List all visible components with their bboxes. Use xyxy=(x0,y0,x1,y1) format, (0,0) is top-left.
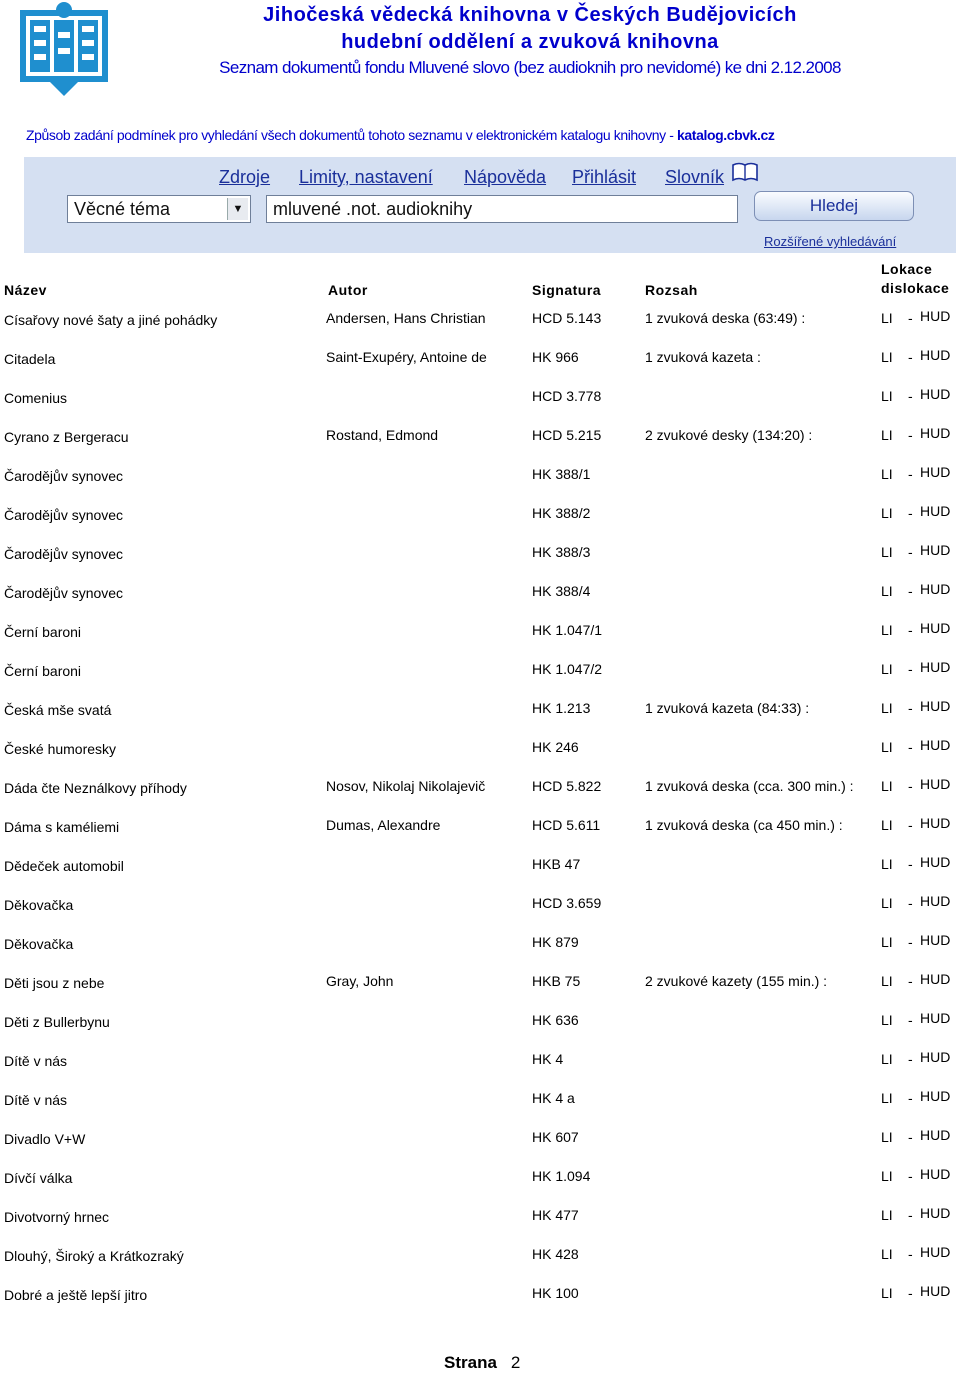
row-location: LI xyxy=(881,1051,893,1067)
row-author: Rostand, Edmond xyxy=(326,427,439,443)
row-separator: - xyxy=(908,973,913,989)
search-field-select[interactable] xyxy=(67,195,251,223)
row-signature: HK 477 xyxy=(532,1207,579,1223)
chevron-down-icon[interactable]: ▼ xyxy=(227,198,248,220)
row-title: Divadlo V+W xyxy=(4,1131,86,1147)
row-separator: - xyxy=(908,1051,913,1067)
row-dislocation: HUD xyxy=(920,386,951,402)
table-row xyxy=(0,380,960,419)
row-dislocation: HUD xyxy=(920,971,951,987)
row-dislocation: HUD xyxy=(920,1244,951,1260)
search-instructions xyxy=(26,127,775,143)
row-location: LI xyxy=(881,817,893,833)
row-location: LI xyxy=(881,622,893,638)
table-row xyxy=(0,1121,960,1160)
row-dislocation: HUD xyxy=(920,1010,951,1026)
row-dislocation: HUD xyxy=(920,1205,951,1221)
library-name: Jihočeská vědecká knihovna v Českých Budějovicích xyxy=(263,4,797,26)
row-separator: - xyxy=(908,1129,913,1145)
row-location: LI xyxy=(881,934,893,950)
row-location: LI xyxy=(881,1168,893,1184)
row-signature: HK 1.047/1 xyxy=(532,622,603,638)
nav-slovnik[interactable]: Slovník xyxy=(665,167,725,187)
row-separator: - xyxy=(908,895,913,911)
table-row xyxy=(0,1160,960,1199)
row-location: LI xyxy=(881,1285,893,1301)
row-title: Dáda čte Neználkovy příhody xyxy=(4,780,187,796)
row-separator: - xyxy=(908,1168,913,1184)
table-row xyxy=(0,536,960,575)
row-signature: HK 388/2 xyxy=(532,505,591,521)
row-author: Dumas, Alexandre xyxy=(326,817,441,833)
row-title: Dítě v nás xyxy=(4,1092,68,1108)
row-separator: - xyxy=(908,388,913,404)
row-location: LI xyxy=(881,505,893,521)
row-location: LI xyxy=(881,544,893,560)
row-title: Citadela xyxy=(4,351,56,367)
row-separator: - xyxy=(908,466,913,482)
row-location: LI xyxy=(881,310,893,326)
row-signature: HCD 3.659 xyxy=(532,895,602,911)
row-dislocation: HUD xyxy=(920,932,951,948)
header-location: Lokace xyxy=(881,261,933,277)
row-signature: HKB 47 xyxy=(532,856,581,872)
page-footer xyxy=(444,1353,520,1373)
row-title: Děti z Bullerbynu xyxy=(4,1014,110,1030)
row-separator: - xyxy=(908,739,913,755)
row-signature: HK 100 xyxy=(532,1285,579,1301)
row-location: LI xyxy=(881,427,893,443)
header-signature: Signatura xyxy=(532,282,602,298)
row-signature: HK 4 a xyxy=(532,1090,575,1106)
row-author: Saint-Exupéry, Antoine de xyxy=(326,349,487,365)
row-title: Dědeček automobil xyxy=(4,858,124,874)
table-row xyxy=(0,1082,960,1121)
row-location: LI xyxy=(881,1012,893,1028)
row-location: LI xyxy=(881,388,893,404)
row-dislocation: HUD xyxy=(920,893,951,909)
row-location: LI xyxy=(881,1207,893,1223)
row-dislocation: HUD xyxy=(920,776,951,792)
table-row xyxy=(0,575,960,614)
row-location: LI xyxy=(881,895,893,911)
row-signature: HK 1.094 xyxy=(532,1168,591,1184)
row-signature: HCD 5.215 xyxy=(532,427,602,443)
table-row xyxy=(0,1238,960,1277)
search-button[interactable]: Hledej xyxy=(754,191,914,221)
row-title: Čarodějův synovec xyxy=(4,546,124,562)
row-separator: - xyxy=(908,778,913,794)
page-number: 2 xyxy=(510,1353,521,1372)
catalog-search-panel xyxy=(24,157,956,253)
header-extent: Rozsah xyxy=(645,282,698,298)
row-signature: HK 428 xyxy=(532,1246,579,1262)
row-dislocation: HUD xyxy=(920,1088,951,1104)
table-row xyxy=(0,302,960,341)
table-row xyxy=(0,887,960,926)
row-dislocation: HUD xyxy=(920,464,951,480)
row-signature: HCD 5.822 xyxy=(532,778,602,794)
row-extent: 1 zvuková deska (cca. 300 min.) : xyxy=(645,778,854,794)
table-row xyxy=(0,770,960,809)
book-icon[interactable] xyxy=(732,162,758,182)
row-title: Černí baroni xyxy=(4,663,82,679)
row-extent: 2 zvukové kazety (155 min.) : xyxy=(645,973,828,989)
row-extent: 1 zvuková kazeta (84:33) : xyxy=(645,700,810,716)
row-signature: HK 607 xyxy=(532,1129,579,1145)
row-location: LI xyxy=(881,778,893,794)
nav-limity[interactable]: Limity, nastavení xyxy=(299,167,433,187)
table-row xyxy=(0,848,960,887)
row-signature: HK 388/4 xyxy=(532,583,591,599)
row-location: LI xyxy=(881,973,893,989)
row-separator: - xyxy=(908,427,913,443)
row-signature: HKB 75 xyxy=(532,973,581,989)
row-signature: HK 636 xyxy=(532,1012,579,1028)
row-extent: 1 zvuková kazeta : xyxy=(645,349,761,365)
row-location: LI xyxy=(881,1129,893,1145)
row-author: Nosov, Nikolaj Nikolajevič xyxy=(326,778,486,794)
row-dislocation: HUD xyxy=(920,737,951,753)
row-title: Dítě v nás xyxy=(4,1053,68,1069)
row-title: Dobré a ještě lepší jitro xyxy=(4,1287,148,1303)
row-dislocation: HUD xyxy=(920,1283,951,1299)
search-field-value: Věcné téma xyxy=(74,199,171,219)
row-title: Černí baroni xyxy=(4,624,82,640)
nav-napoveda[interactable]: Nápověda xyxy=(464,167,547,187)
row-extent: 1 zvuková deska (63:49) : xyxy=(645,310,806,326)
department-name: hudební oddělení a zvuková knihovna xyxy=(341,31,719,53)
row-signature: HK 4 xyxy=(532,1051,564,1067)
table-row xyxy=(0,419,960,458)
table-row xyxy=(0,809,960,848)
row-separator: - xyxy=(908,856,913,872)
page-label: Strana xyxy=(444,1353,497,1372)
row-title: Děkovačka xyxy=(4,936,74,952)
row-location: LI xyxy=(881,739,893,755)
header-author: Autor xyxy=(328,282,368,298)
row-signature: HK 1.047/2 xyxy=(532,661,603,677)
row-title: Dlouhý, Široký a Krátkozraký xyxy=(4,1248,184,1264)
row-dislocation: HUD xyxy=(920,503,951,519)
table-row xyxy=(0,458,960,497)
row-separator: - xyxy=(908,1012,913,1028)
row-signature: HK 966 xyxy=(532,349,579,365)
row-author: Andersen, Hans Christian xyxy=(326,310,486,326)
row-separator: - xyxy=(908,817,913,833)
row-location: LI xyxy=(881,583,893,599)
row-title: Cyrano z Bergeracu xyxy=(4,429,129,445)
row-title: Císařovy nové šaty a jiné pohádky xyxy=(4,312,218,328)
row-title: Děti jsou z nebe xyxy=(4,975,105,991)
row-title: Dáma s kaméliemi xyxy=(4,819,120,835)
row-title: Dívčí válka xyxy=(4,1170,73,1186)
table-row xyxy=(0,965,960,1004)
row-separator: - xyxy=(908,310,913,326)
row-separator: - xyxy=(908,505,913,521)
advanced-search-link[interactable]: Rozšířené vyhledávání xyxy=(764,234,897,249)
table-row xyxy=(0,1199,960,1238)
row-extent: 1 zvuková deska (ca 450 min.) : xyxy=(645,817,843,833)
row-dislocation: HUD xyxy=(920,1166,951,1182)
nav-prihlasit[interactable]: Přihlásit xyxy=(572,167,637,187)
instructions-text: Způsob zadání podmínek pro vyhledání všech dokumentů tohoto seznamu v elektronickém katalogu knihovny - xyxy=(26,127,678,143)
row-location: LI xyxy=(881,700,893,716)
row-dislocation: HUD xyxy=(920,659,951,675)
row-separator: - xyxy=(908,1246,913,1262)
row-signature: HK 1.213 xyxy=(532,700,591,716)
row-separator: - xyxy=(908,349,913,365)
row-separator: - xyxy=(908,700,913,716)
row-signature: HCD 3.778 xyxy=(532,388,602,404)
row-title: Děkovačka xyxy=(4,897,74,913)
row-separator: - xyxy=(908,583,913,599)
row-dislocation: HUD xyxy=(920,854,951,870)
document-title: Seznam dokumentů fondu Mluvené slovo (bez audioknih pro nevidomé) ke dni 2.12.2008 xyxy=(219,58,841,77)
table-row xyxy=(0,341,960,380)
row-signature: HK 246 xyxy=(532,739,579,755)
nav-zdroje[interactable]: Zdroje xyxy=(219,167,271,187)
row-dislocation: HUD xyxy=(920,1127,951,1143)
row-title: Česká mše svatá xyxy=(4,702,112,718)
row-dislocation: HUD xyxy=(920,1049,951,1065)
table-row xyxy=(0,1043,960,1082)
row-title: Čarodějův synovec xyxy=(4,468,124,484)
row-dislocation: HUD xyxy=(920,542,951,558)
table-row xyxy=(0,653,960,692)
row-author: Gray, John xyxy=(326,973,394,989)
table-row xyxy=(0,692,960,731)
row-separator: - xyxy=(908,1207,913,1223)
row-title: České humoresky xyxy=(4,741,117,757)
row-dislocation: HUD xyxy=(920,581,951,597)
row-signature: HK 879 xyxy=(532,934,579,950)
row-separator: - xyxy=(908,934,913,950)
row-title: Čarodějův synovec xyxy=(4,585,124,601)
row-title: Comenius xyxy=(4,390,68,406)
row-dislocation: HUD xyxy=(920,698,951,714)
table-row xyxy=(0,731,960,770)
header-dislocation: dislokace xyxy=(881,280,950,296)
row-signature: HCD 5.143 xyxy=(532,310,602,326)
row-title: Čarodějův synovec xyxy=(4,507,124,523)
row-dislocation: HUD xyxy=(920,347,951,363)
row-dislocation: HUD xyxy=(920,425,951,441)
header-name: Název xyxy=(4,282,47,298)
row-extent: 2 zvukové desky (134:20) : xyxy=(645,427,813,443)
row-location: LI xyxy=(881,1090,893,1106)
row-dislocation: HUD xyxy=(920,620,951,636)
library-logo xyxy=(20,2,108,96)
row-location: LI xyxy=(881,661,893,677)
row-separator: - xyxy=(908,622,913,638)
row-location: LI xyxy=(881,349,893,365)
row-location: LI xyxy=(881,856,893,872)
catalog-link[interactable]: katalog.cbvk.cz xyxy=(677,127,775,143)
table-row xyxy=(0,1277,960,1316)
search-input[interactable]: mluvené .not. audioknihy xyxy=(266,195,738,223)
row-signature: HCD 5.611 xyxy=(532,817,601,833)
row-signature: HK 388/3 xyxy=(532,544,591,560)
table-row xyxy=(0,1004,960,1043)
row-dislocation: HUD xyxy=(920,815,951,831)
row-separator: - xyxy=(908,1285,913,1301)
row-title: Divotvorný hrnec xyxy=(4,1209,110,1225)
table-row xyxy=(0,497,960,536)
row-location: LI xyxy=(881,1246,893,1262)
table-row xyxy=(0,926,960,965)
row-separator: - xyxy=(908,661,913,677)
row-dislocation: HUD xyxy=(920,308,951,324)
row-signature: HK 388/1 xyxy=(532,466,591,482)
row-separator: - xyxy=(908,544,913,560)
row-location: LI xyxy=(881,466,893,482)
row-separator: - xyxy=(908,1090,913,1106)
table-row xyxy=(0,614,960,653)
